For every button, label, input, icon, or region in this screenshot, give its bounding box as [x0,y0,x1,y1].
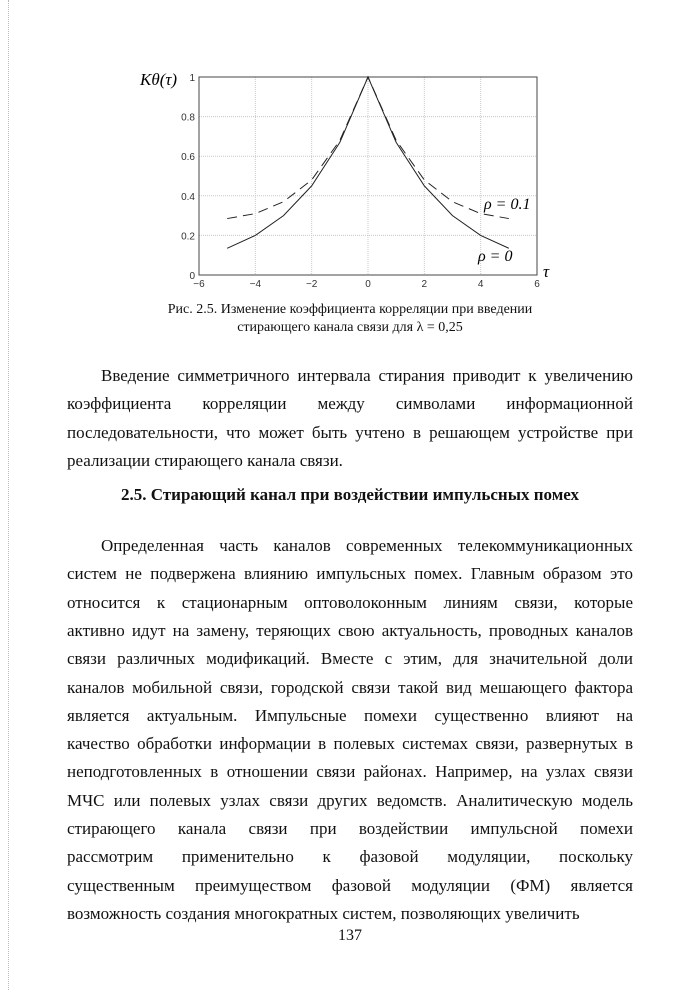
figure-caption-line-2: стирающего канала связи для λ = 0,25 [237,320,463,335]
series-line [227,77,509,248]
x-tick-label: 4 [477,279,484,290]
legend-rho-0: ρ = 0 [478,248,513,265]
text-line: возможность создания многократных систем, позволяющих увеличить [67,903,580,923]
text-line: Определенная часть каналов современных телекоммуникационных [101,536,633,555]
text-line: реализации стирающего канала связи. [67,450,343,470]
x-tick-label: 6 [534,279,540,290]
page-number: 137 [338,927,362,944]
x-tick-label: 2 [421,279,428,290]
text-line: последовательности, что может быть учтено в решающем устройстве при [67,422,633,442]
x-tick-label: −6 [193,279,205,290]
correlation-chart [0,0,700,300]
figure-caption-line-1: Рис. 2.5. Изменение коэффициента корреляции при введении [167,302,533,317]
text-line: рассмотрим применительно к фазовой модуляции, поскольку [67,847,633,867]
y-tick-label: 0.6 [181,152,195,164]
y-tick-label: 0.4 [181,191,195,203]
section-heading: 2.5. Стирающий канал при воздействии импульсных помех [121,485,579,504]
text-line: МЧС или полевых узлах связи других ведомств. Аналитическую модель [67,790,633,810]
text-line: является актуальным. Импульсные помехи существенно влияют на [67,705,633,725]
text-line: Введение симметричного интервала стирания приводит к увеличению [101,366,633,385]
text-line: стирающего канала связи при воздействии импульсной помехи [67,819,633,838]
text-line: связи различных модификаций. Вместе с этим, для значительной доли [67,649,633,669]
x-tick-label: −2 [305,279,318,290]
y-tick-label: 0.2 [181,231,195,243]
text-line: качество обработки информации в полевых системах связи, развернутых в [67,734,633,754]
text-line: относится к стационарным оптоволоконным линиям связи, которые [67,592,633,612]
text-line: активно идут на замену, теряющих свою актуальность, проводных каналов [67,620,633,640]
legend-rho-0.1: ρ = 0.1 [484,196,531,213]
x-axis-label: τ [543,262,550,281]
text-line: систем не подвержена влиянию импульсных помех. Главным образом это [67,564,633,584]
text-line: существенным преимуществом фазовой модуляции (ФМ) является [67,875,633,895]
y-tick-label: 0 [189,271,195,282]
text-line: неподготовленных в отношении связи районах. Например, на узлах связи [67,762,633,782]
text-line: каналов мобильной связи, городской связи такой вид мешающего фактора [67,677,633,697]
text-line: коэффициента корреляции между символами информационной [67,394,633,414]
y-axis-label: Kθ(τ) [140,70,178,89]
y-tick-label: 1 [189,73,195,84]
x-tick-label: 0 [365,279,371,290]
y-tick-label: 0.8 [181,112,195,124]
x-tick-label: −4 [249,279,262,290]
